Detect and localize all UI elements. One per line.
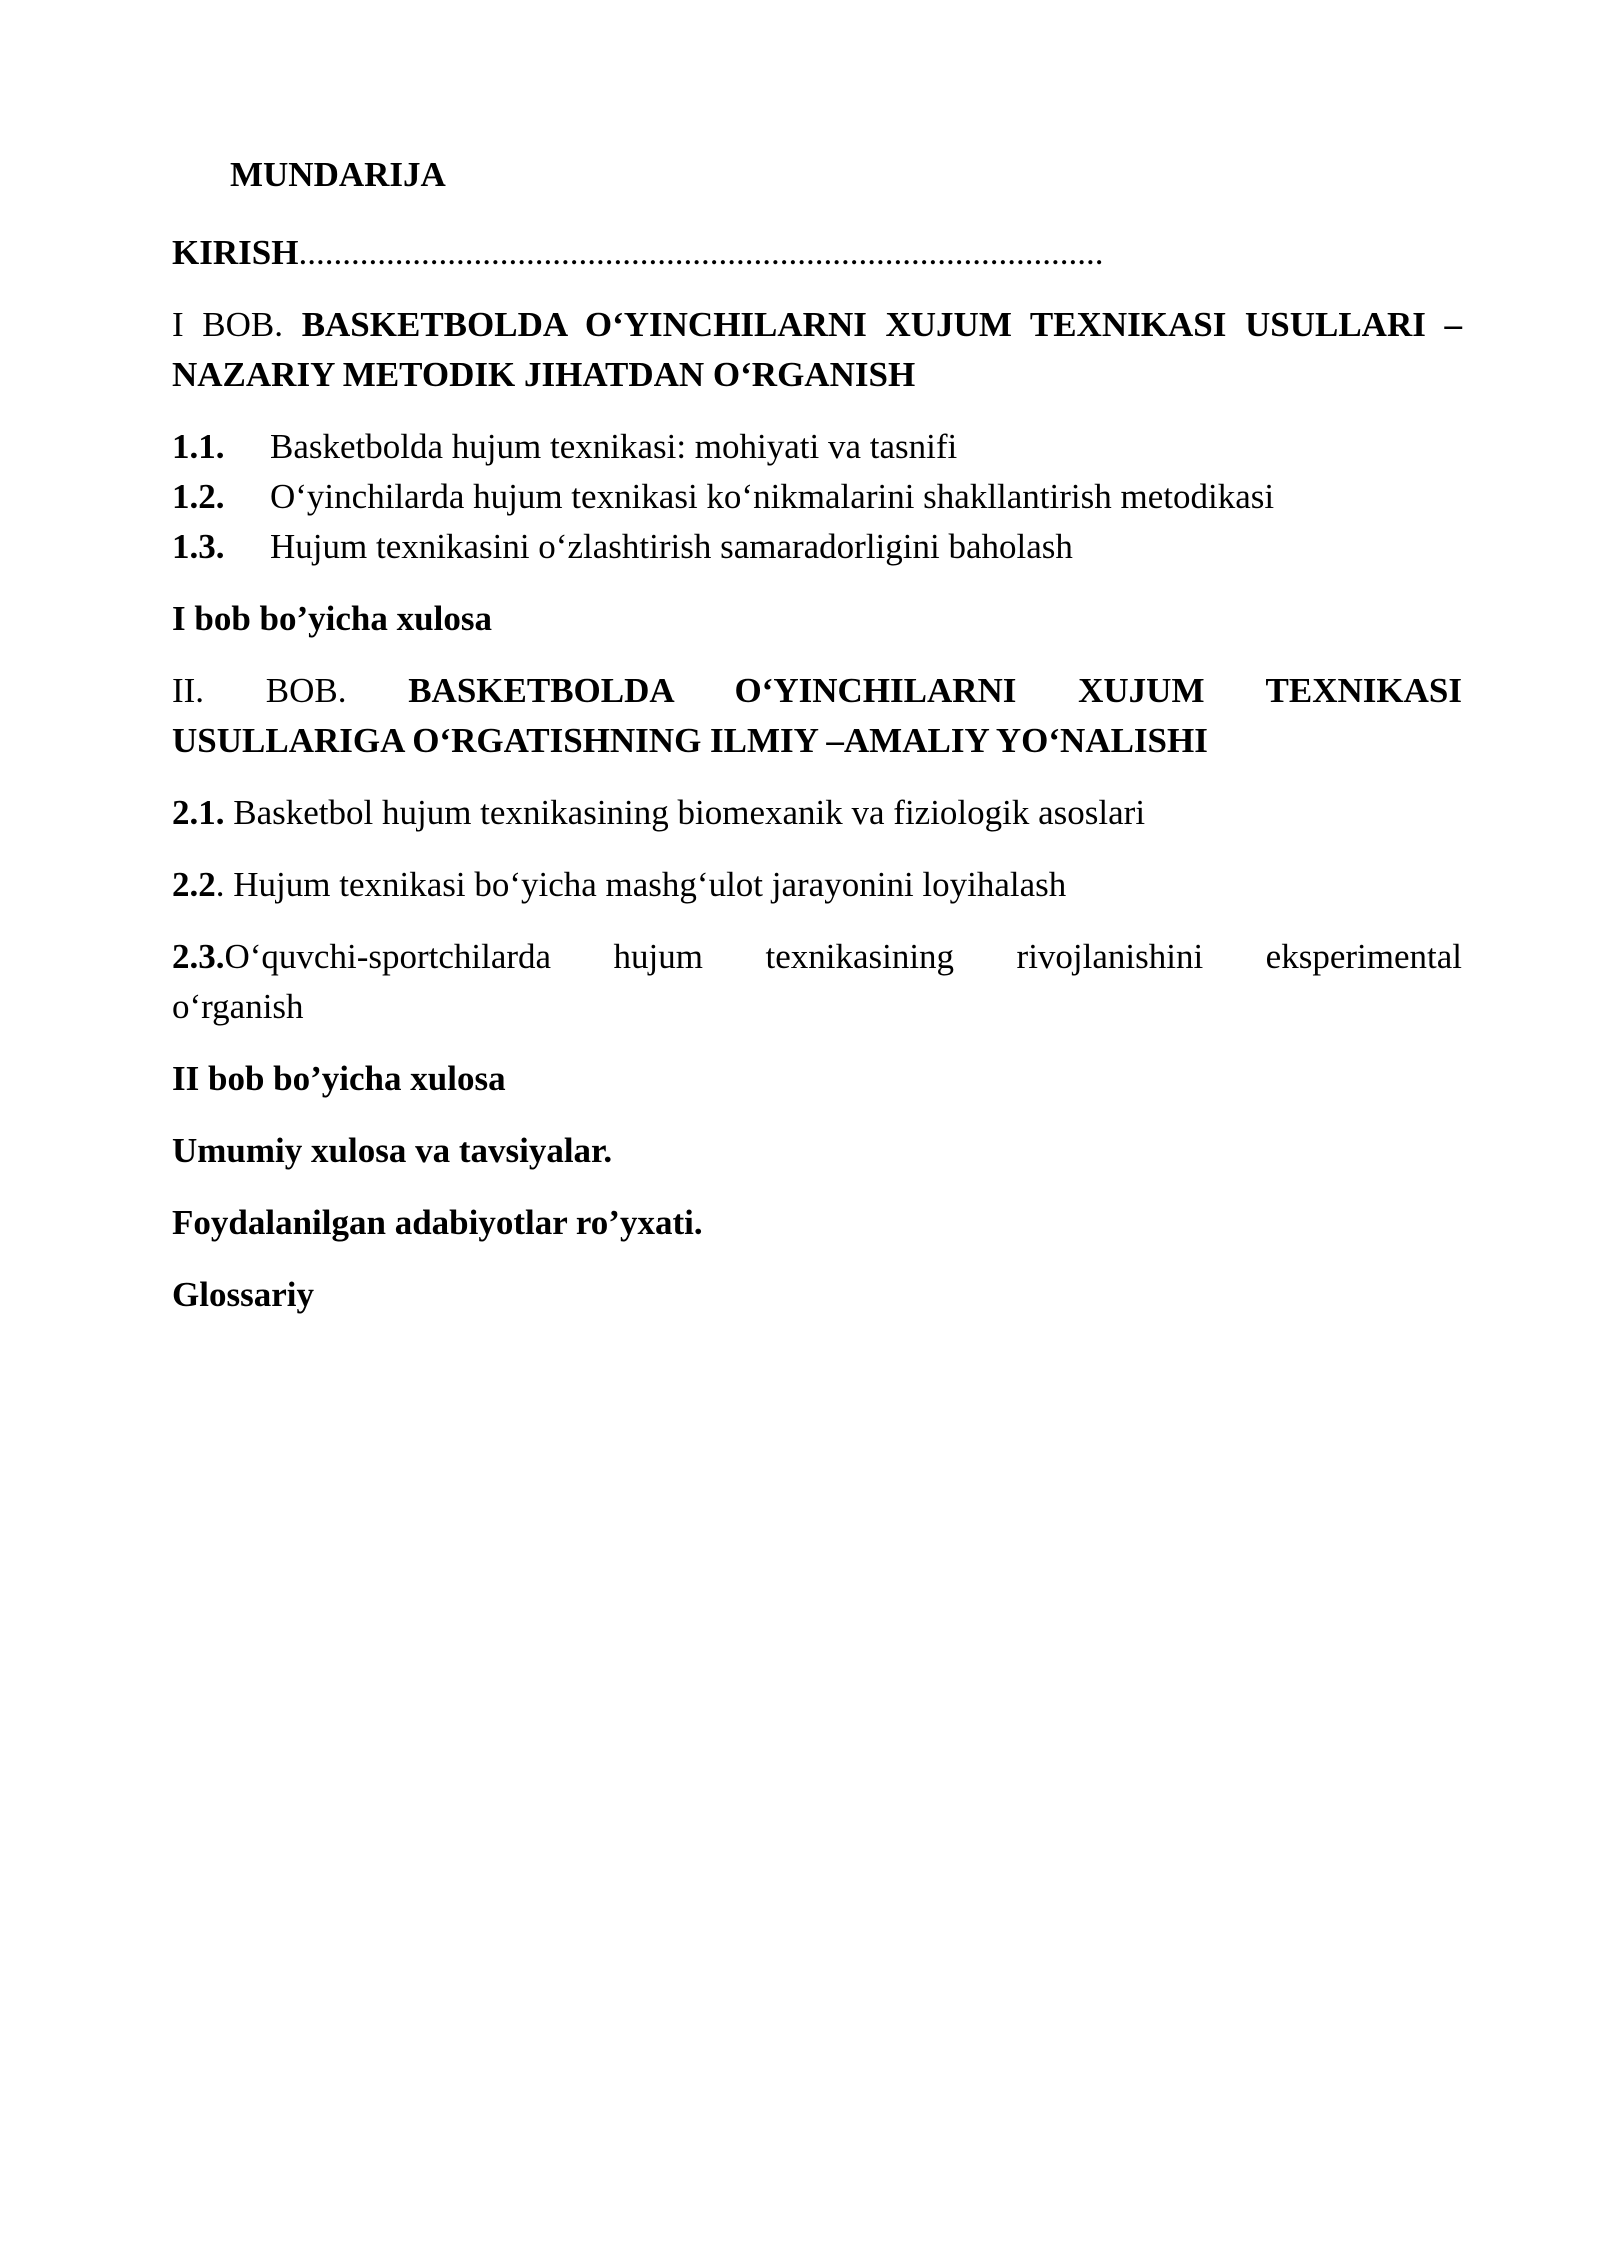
toc-general-conclusion: Umumiy xulosa va tavsiyalar. (172, 1131, 613, 1170)
section-number: 1.1. (172, 427, 225, 466)
toc-chapter-2-heading (172, 666, 1462, 766)
chapter-1-title: BASKETBOLDA O‘YINCHILARNI XUJUM TEXNIKASI USULLARI –NAZARIY METODIK JIHATDAN O‘RGANISH (172, 305, 1463, 394)
toc-chapter-2-conclusion: II bob bo’yicha xulosa (172, 1059, 506, 1098)
section-number: 2.2 (172, 865, 216, 904)
section-number: 1.3. (172, 527, 225, 566)
toc-section-2-1 (172, 788, 1462, 838)
section-title-line-1: O‘quvchi-sportchilarda hujum texnikasining rivojlanishini eksperimental (224, 937, 1462, 976)
toc-section-2-2 (172, 860, 1462, 910)
section-2-3-line-1 (172, 932, 1462, 982)
toc-references: Foydalanilgan adabiyotlar ro’yxati. (172, 1203, 703, 1242)
chapter-1-sections (172, 422, 1462, 572)
document-page (172, 150, 1462, 1342)
section-title: O‘yinchilarda hujum texnikasi ko‘nikmalarini shakllantirish metodikasi (270, 477, 1275, 516)
toc-section-1-3 (172, 522, 1462, 572)
chapter-2-prefix: II. BOB. (172, 671, 409, 710)
dot-leader: ............................................................................................ (298, 233, 1104, 272)
intro-label: KIRISH (172, 233, 299, 272)
toc-section-1-1 (172, 422, 1462, 472)
page-title: MUNDARIJA (230, 155, 446, 194)
toc-chapter-1-heading (172, 300, 1462, 400)
section-number: 2.1. (172, 793, 225, 832)
section-title: Basketbol hujum texnikasining biomexanik va fiziologik asoslari (224, 793, 1146, 832)
section-title-line-2: o‘rganish (172, 987, 304, 1026)
toc-chapter-1-conclusion: I bob bo’yicha xulosa (172, 599, 492, 638)
chapter-2-title-line-2: USULLARIGA O‘RGATISHNING ILMIY –AMALIY YO‘NALISHI (172, 721, 1208, 760)
section-title: Basketbolda hujum texnikasi: mohiyati va tasnifi (270, 427, 958, 466)
section-number: 1.2. (172, 477, 225, 516)
toc-glossary: Glossariy (172, 1275, 314, 1314)
section-title: . Hujum texnikasi bo‘yicha mashg‘ulot jarayonini loyihalash (215, 865, 1067, 904)
toc-section-1-2 (172, 472, 1462, 522)
toc-entry-intro (172, 228, 1282, 278)
toc-section-2-3 (172, 932, 1462, 1032)
chapter-2-heading-line-1 (172, 666, 1462, 716)
chapter-2-title-line-1: BASKETBOLDA O‘YINCHILARNI XUJUM TEXNIKASI (408, 671, 1462, 710)
chapter-1-prefix: I BOB. (172, 305, 302, 344)
section-title: Hujum texnikasini o‘zlashtirish samaradorligini baholash (270, 527, 1073, 566)
section-number: 2.3. (172, 937, 225, 976)
